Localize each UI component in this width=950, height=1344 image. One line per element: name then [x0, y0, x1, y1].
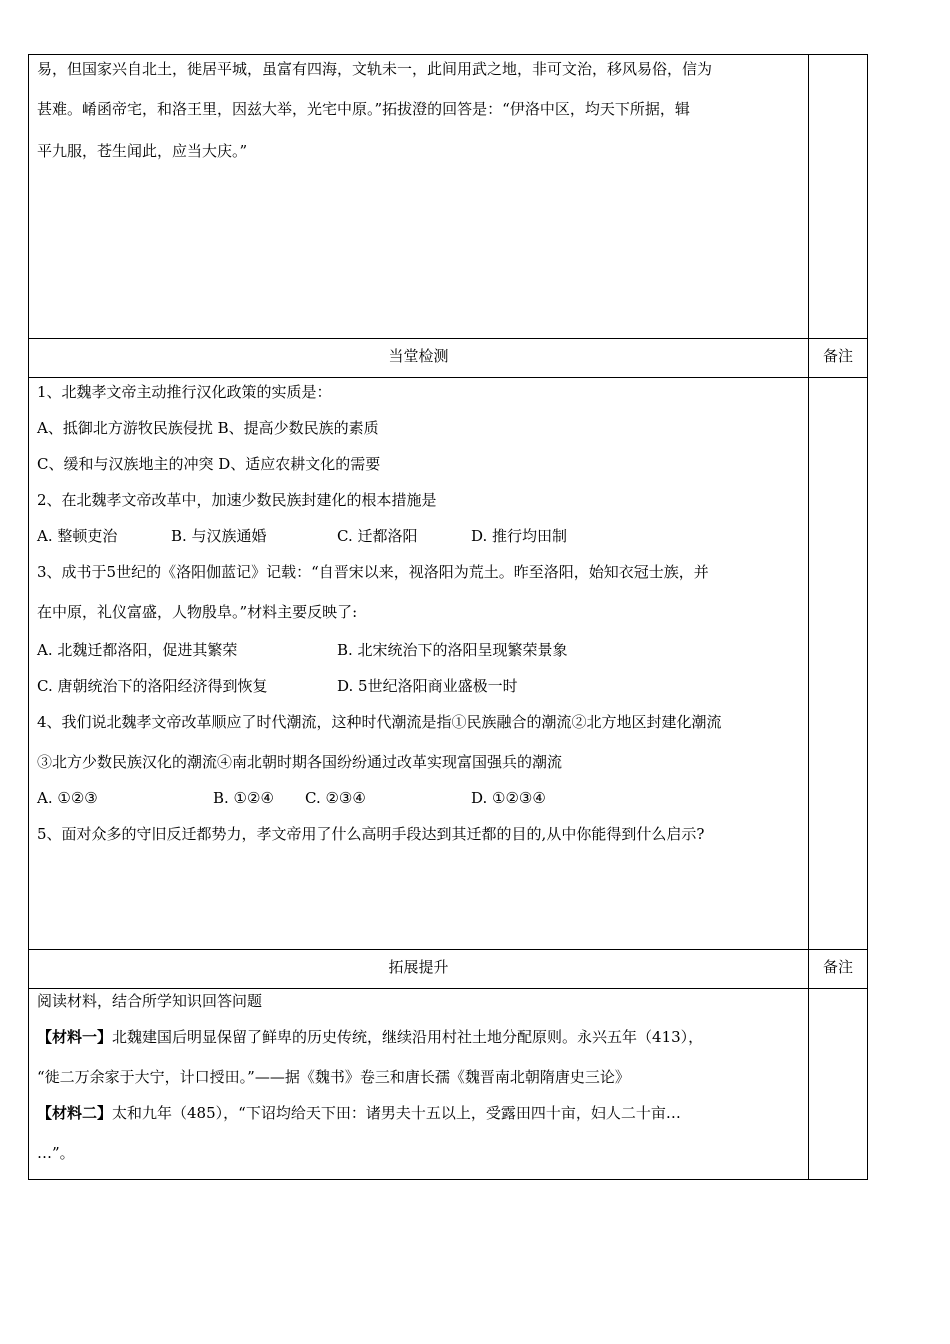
question-4-stem: ③北方少数民族汉化的潮流④南北朝时期各国纷纷通过改革实现富国强兵的潮流	[37, 753, 563, 771]
material-2-text: 太和九年（485），“下诏均给天下田：诸男夫十五以上，受露田四十亩，妇人二十亩…	[112, 1104, 681, 1122]
section-title: 当堂检测	[388, 347, 449, 365]
material-continuation-cell	[28, 54, 809, 339]
material-2	[37, 1103, 681, 1123]
question-3-option: D. 5世纪洛阳商业盛极一时	[337, 677, 518, 695]
material-1	[37, 1027, 703, 1047]
notes-header-cell	[808, 338, 868, 378]
question-2-option: C. 迁都洛阳	[337, 527, 418, 545]
extension-cell	[28, 988, 809, 1180]
material-2-label: 【材料二】	[37, 1104, 113, 1122]
worksheet-table	[28, 54, 868, 1180]
question-1-options-cd: C、缓和与汉族地主的冲突 D、适应农耕文化的需要	[37, 455, 381, 473]
question-2-option: B. 与汉族通婚	[171, 527, 267, 545]
question-2-option: D. 推行均田制	[471, 527, 568, 545]
question-4-option: A. ①②③	[37, 789, 98, 807]
question-4-option: D. ①②③④	[471, 789, 546, 807]
question-3-stem: 在中原，礼仪富盛，人物殷阜。”材料主要反映了:	[37, 603, 358, 621]
section-title: 拓展提升	[388, 958, 449, 976]
material-1-text: 北魏建国后明显保留了鲜卑的历史传统，继续沿用村社土地分配原则。永兴五年（413），	[112, 1028, 704, 1046]
question-3-option: C. 唐朝统治下的洛阳经济得到恢复	[37, 677, 268, 695]
notes-label: 备注	[822, 958, 853, 976]
question-2-option: A. 整顿吏治	[37, 527, 118, 545]
material-1-label: 【材料一】	[37, 1028, 113, 1046]
extension-intro: 阅读材料，结合所学知识回答问题	[37, 992, 263, 1010]
text-line: 易，但国家兴自北土，徙居平城，虽富有四海，文轨未一，此间用武之地，非可文治，移风易俗，信为	[37, 60, 713, 78]
question-1-options-ab: A、抵御北方游牧民族侵扰 B、提高少数民族的素质	[37, 419, 379, 437]
question-1-stem: 1、北魏孝文帝主动推行汉化政策的实质是：	[37, 383, 332, 401]
questions-cell	[28, 377, 809, 950]
question-3-option: B. 北宋统治下的洛阳呈现繁荣景象	[337, 641, 568, 659]
text-line: 平九服，苍生闻此，应当大庆。”	[37, 142, 248, 160]
section-header-extension	[28, 949, 809, 989]
question-4-stem: 4、我们说北魏孝文帝改革顺应了时代潮流，这种时代潮流是指①民族融合的潮流②北方地区封建化潮流	[37, 713, 722, 731]
question-4-option: B. ①②④	[213, 789, 274, 807]
question-5-stem: 5、面对众多的守旧反迁都势力，孝文帝用了什么高明手段达到其迁都的目的,从中你能得到什么启示?	[37, 825, 705, 843]
material-2-text: …”。	[37, 1144, 75, 1162]
question-4-option: C. ②③④	[305, 789, 366, 807]
notes-cell	[808, 54, 868, 339]
notes-header-cell	[808, 949, 868, 989]
text-line: 甚难。崤函帝宅，和洛王里，因兹大举，光宅中原。”拓拔澄的回答是：“伊洛中区，均天下所据，辑	[37, 100, 690, 118]
section-header-test	[28, 338, 809, 378]
question-3-option: A. 北魏迁都洛阳，促进其繁荣	[37, 641, 238, 659]
material-1-text: “徙二万余家于大宁，计口授田。”——据《魏书》卷三和唐长孺《魏晋南北朝隋唐史三论》	[37, 1068, 630, 1086]
notes-cell	[808, 988, 868, 1180]
notes-cell	[808, 377, 868, 950]
notes-label: 备注	[822, 347, 853, 365]
question-3-stem: 3、成书于5世纪的《洛阳伽蓝记》记载：“自晋宋以来，视洛阳为荒土。昨至洛阳，始知衣冠士族，并	[37, 563, 709, 581]
question-2-stem: 2、在北魏孝文帝改革中，加速少数民族封建化的根本措施是	[37, 491, 437, 509]
